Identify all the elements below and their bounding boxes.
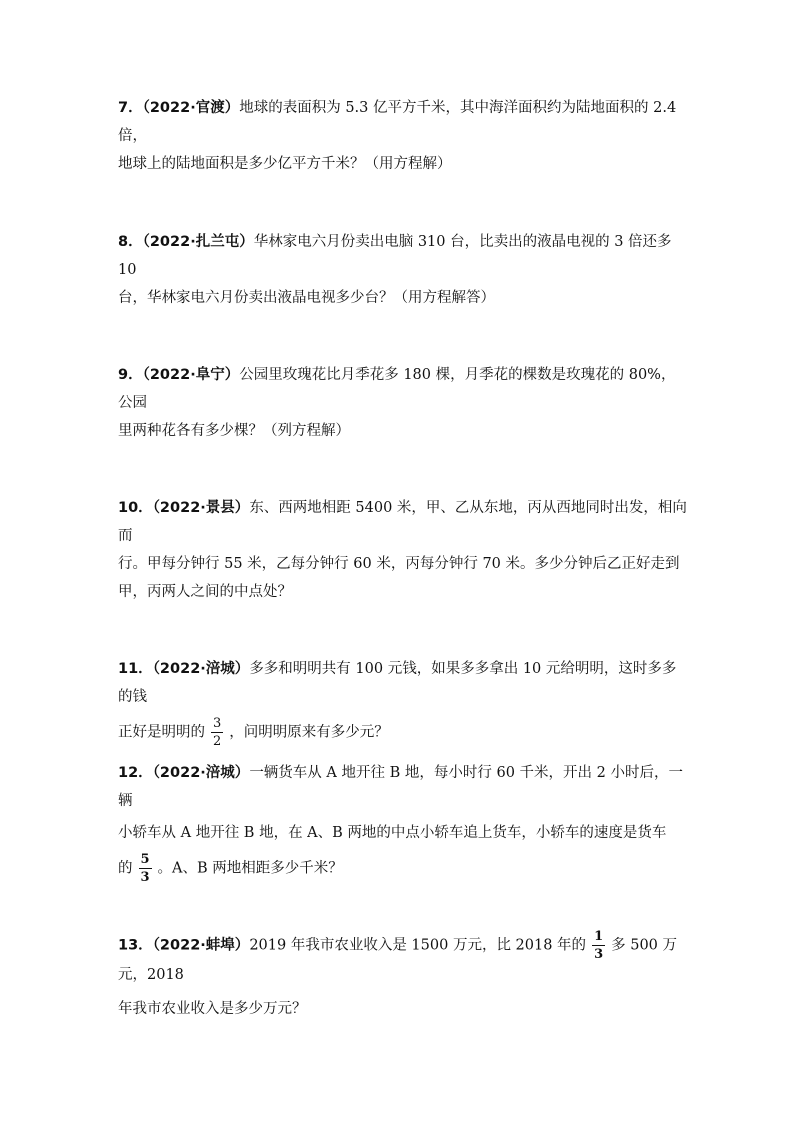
question-text: 正好是明明的 (118, 724, 205, 741)
question-7-line-2: 地球上的陆地面积是多少亿平方千米？（用方程解） (118, 156, 452, 172)
question-9-line-2: 里两种花各有多少棵？（列方程解） (118, 423, 350, 439)
question-10 (118, 494, 688, 606)
question-number: 12． (118, 765, 153, 781)
question-8-line-2: 台，华林家电六月份卖出液晶电视多少台？（用方程解答） (118, 290, 495, 306)
question-10-line-1 (118, 494, 688, 550)
question-12-line-1 (118, 759, 688, 815)
question-13-line-1 (118, 930, 688, 989)
fraction-numerator: 3 (213, 716, 222, 731)
question-number: 7． (118, 100, 143, 116)
question-text: 多 500 万元，2018 (118, 937, 678, 983)
question-7-line-1 (118, 94, 688, 150)
question-12 (118, 759, 688, 884)
fraction-bar (592, 945, 605, 946)
question-11 (118, 655, 688, 748)
question-11-line-1 (118, 655, 688, 711)
question-10-line-3: 甲，丙两人之间的中点处？ (118, 584, 292, 600)
question-13-line-2: 年我市农业收入是多少万元？ (118, 1001, 307, 1017)
question-text: 多多和明明共有 100 元钱，如果多多拿出 10 元给明明，这时多多的钱 (118, 661, 677, 705)
question-text: 公园里玫瑰花比月季花多 180 棵，月季花的棵数是玫瑰花的 80%，公园 (118, 367, 676, 411)
question-source: （2022·涪城） (152, 661, 250, 677)
question-number: 9． (118, 367, 143, 383)
question-number: 10． (118, 500, 153, 516)
question-12-line-3 (118, 853, 688, 884)
question-10-line-2: 行。甲每分钟行 55 米，乙每分钟行 60 米，丙每分钟行 70 米。多少分钟后乙正好走到 (118, 556, 680, 572)
question-7 (118, 94, 688, 178)
question-number: 11． (118, 661, 153, 677)
question-source: （2022·景县） (152, 500, 250, 516)
question-source: （2022·蚌埠） (152, 937, 250, 954)
question-8 (118, 228, 688, 312)
question-8-line-1 (118, 228, 688, 284)
question-9 (118, 361, 688, 445)
question-source: （2022·阜宁） (142, 367, 240, 383)
fraction-three-halves (211, 717, 223, 748)
fraction-numerator: 1 (594, 929, 604, 944)
question-number: 13． (118, 937, 153, 954)
fraction-numerator: 5 (140, 852, 150, 867)
question-number: 8． (118, 234, 143, 250)
question-9-line-1 (118, 361, 688, 417)
fraction-one-third (592, 930, 605, 961)
fraction-bar (211, 732, 223, 733)
question-text: 华林家电六月份卖出电脑 310 台，比卖出的液晶电视的 3 倍还多 10 (118, 234, 672, 278)
fraction-bar (139, 868, 152, 869)
question-text: 。A、B 两地相距多少千米？ (157, 860, 343, 877)
question-text: 的 (118, 860, 133, 877)
question-source: （2022·官渡） (142, 100, 240, 116)
question-text: 一辆货车从 A 地开往 B 地，每小时行 60 千米，开出 2 小时后，一辆 (118, 765, 683, 809)
question-text: 东、西两地相距 5400 米，甲、乙从东地，丙从西地同时出发，相向而 (118, 500, 687, 544)
fraction-denominator: 3 (594, 947, 604, 962)
question-13 (118, 930, 688, 1023)
question-source: （2022·扎兰屯） (142, 234, 254, 250)
fraction-denominator: 2 (213, 734, 222, 749)
question-11-line-2 (118, 717, 688, 748)
question-text: 2019 年我市农业收入是 1500 万元，比 2018 年的 (249, 937, 587, 954)
fraction-five-thirds (139, 853, 152, 884)
question-text: ，问明明原来有多少元？ (229, 724, 389, 741)
fraction-denominator: 3 (140, 870, 150, 885)
question-text: 地球的表面积为 5.3 亿平方千米，其中海洋面积约为陆地面积的 2.4 倍， (118, 100, 677, 144)
question-source: （2022·涪城） (152, 765, 250, 781)
question-12-line-2: 小轿车从 A 地开往 B 地，在 A、B 两地的中点小轿车追上货车，小轿车的速度是货车 (118, 825, 667, 841)
